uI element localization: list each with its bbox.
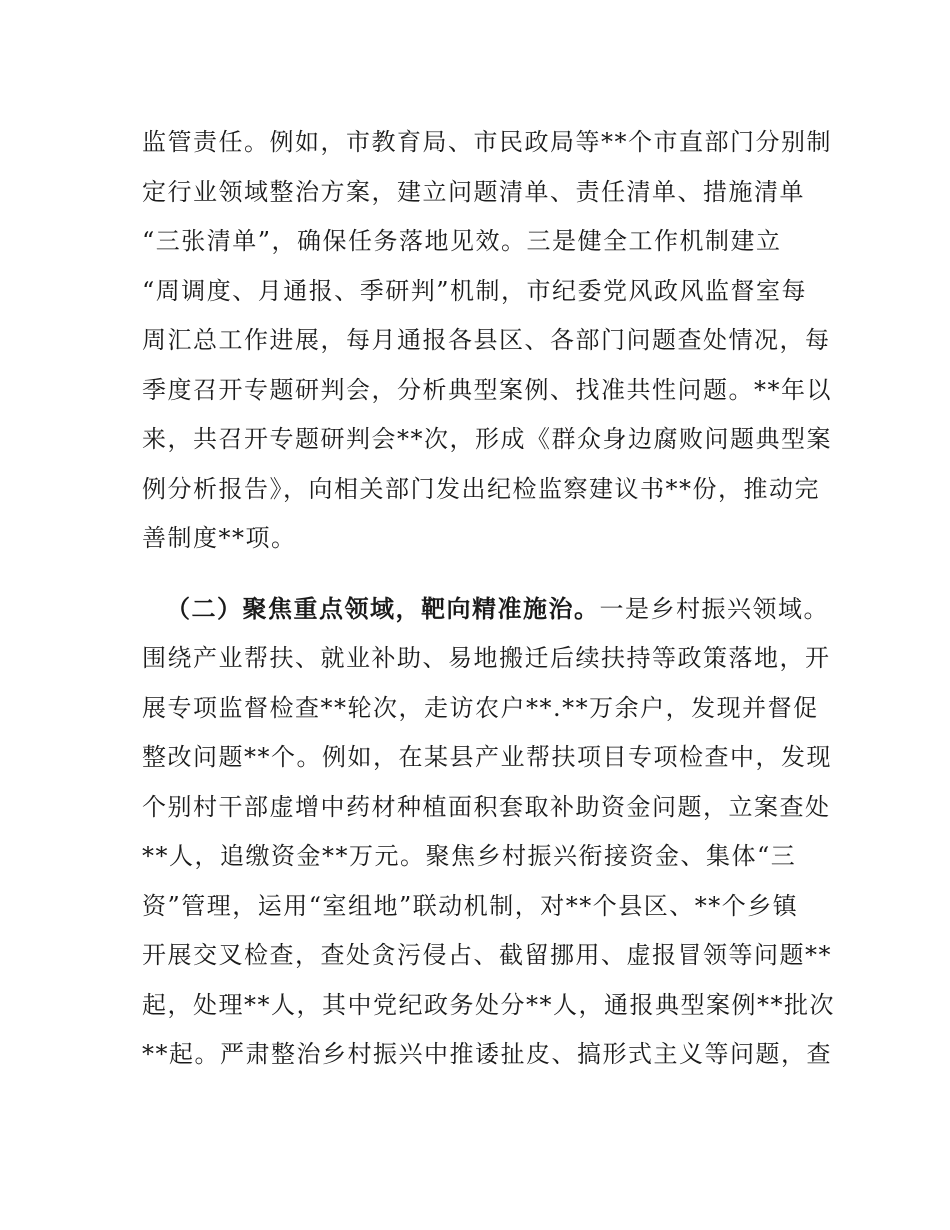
text-line: 周汇总工作进展，每月通报各县区、各部门问题查处情况，每: [142, 326, 831, 354]
text-line: 围绕产业帮扶、就业补助、易地搬迁后续扶持等政策落地，开: [142, 644, 831, 672]
text-line: 善制度**项。: [142, 524, 297, 552]
text-line: 起，处理**人，其中党纪政务处分**人，通报典型案例**批次: [142, 991, 835, 1019]
text-line: “周调度、月通报、季研判”机制，市纪委党风政风监督室每: [142, 277, 808, 305]
section-first-line: [166, 594, 829, 624]
text-line: 定行业领域整治方案，建立问题清单、责任清单、措施清单: [142, 178, 805, 206]
text-line: 例分析报告》，向相关部门发出纪检监察建议书**份，推动完: [142, 475, 820, 503]
text-line: 季度召开专题研判会，分析典型案例、找准共性问题。**年以: [142, 376, 832, 404]
section-lead-text: 一是乡村振兴领域。: [599, 595, 829, 623]
text-line: **人，追缴资金**万元。聚焦乡村振兴衔接资金、集体“三: [142, 842, 797, 870]
text-line: 开展交叉检查，查处贪污侵占、截留挪用、虚报冒领等问题**: [142, 941, 832, 969]
text-line: 整改问题**个。例如，在某县产业帮扶项目专项检查中，发现: [142, 743, 832, 771]
text-line: 来，共召开专题研判会**次，形成《群众身边腐败问题典型案: [142, 425, 832, 453]
text-line: “三张清单”，确保任务落地见效。三是健全工作机制建立: [142, 227, 782, 255]
text-line: **起。严肃整治乡村振兴中推诿扯皮、搞形式主义等问题，查: [142, 1040, 832, 1068]
text-line: 个别村干部虚增中药材种植面积套取补助资金问题，立案查处: [142, 793, 831, 821]
text-line: 资”管理，运用“室组地”联动机制，对**个县区、**个乡镇: [142, 892, 799, 920]
text-line: 监管责任。例如，市教育局、市民政局等**个市直部门分别制: [142, 128, 832, 156]
text-line: 展专项监督检查**轮次，走访农户**.**万余户，发现并督促: [142, 694, 819, 722]
section-heading: （二）聚焦重点领域，靶向精准施治。: [166, 595, 600, 623]
